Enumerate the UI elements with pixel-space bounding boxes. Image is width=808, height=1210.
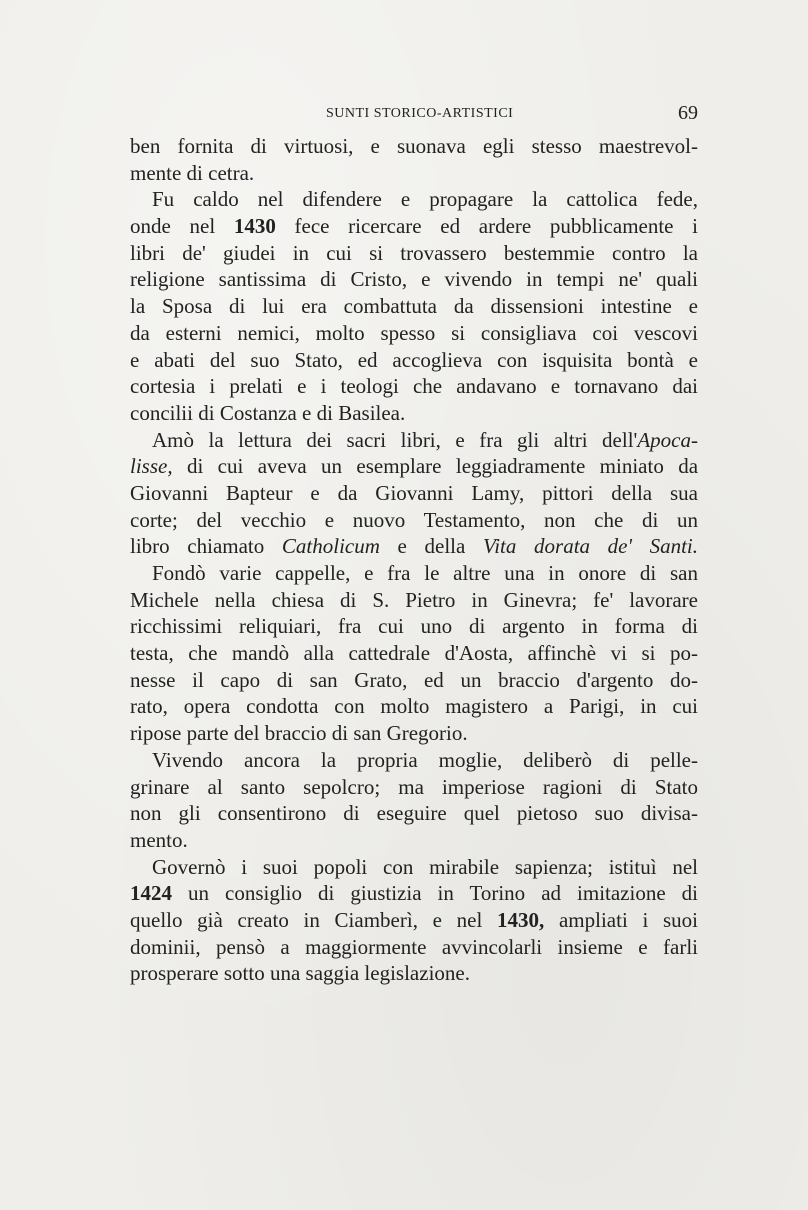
page-header	[130, 104, 698, 128]
text-line: ricchissimi reliquiari, fra cui uno di argento in forma di	[130, 614, 698, 639]
text-line: libri de' giudei in cui si trovassero bestemmie contro la	[130, 240, 698, 265]
text-line: prosperare sotto una saggia legislazione.	[130, 961, 470, 986]
text-line: da esterni nemici, molto spesso si consigliava coi vescovi	[130, 320, 698, 345]
text-line: Governò i suoi popoli con mirabile sapienza; istituì nel	[152, 854, 698, 879]
text-line: nesse il capo di san Grato, ed un braccio d'argento do-	[130, 667, 698, 692]
running-title: SUNTI STORICO-ARTISTICI	[326, 106, 514, 121]
italic-title: lisse,	[130, 454, 173, 479]
italic-title: Apoca-	[637, 427, 698, 452]
year-1430: 1430	[233, 214, 276, 239]
text-line: lisse, di cui aveva un esemplare leggiadramente miniato da	[130, 454, 699, 479]
text-line: dominii, pensò a maggiormente avvincolarli insieme e farli	[130, 934, 698, 959]
text-line: mente di cetra.	[130, 160, 255, 185]
text-line: 1424 un consiglio di giustizia in Torino ad imitazione di	[130, 881, 699, 906]
text-line: mento.	[130, 827, 188, 852]
text-line: Michele nella chiesa di S. Pietro in Ginevra; fe' lavorare	[130, 587, 698, 612]
text-line: testa, che mandò alla cattedrale d'Aosta, affinchè vi si po-	[130, 641, 698, 666]
text-line: ben fornita di virtuosi, e suonava egli stesso maestrevol-	[130, 134, 698, 158]
text-line: non gli consentirono di eseguire quel pietoso suo divisa-	[130, 801, 698, 826]
text-line: Fondò varie cappelle, e fra le altre una in onore di san	[152, 561, 698, 585]
text-line: Giovanni Bapteur e da Giovanni Lamy, pittori della sua	[130, 480, 698, 505]
body-text	[130, 133, 698, 987]
text-line: Fu caldo nel difendere e propagare la cattolica fede,	[152, 187, 698, 212]
year-1424: 1424	[130, 881, 172, 906]
text-line: Amò la lettura dei sacri libri, e fra gli altri dell'Apoca-	[152, 427, 698, 452]
year-1430: 1430,	[497, 907, 545, 932]
text-line: grinare al santo sepolcro; ma imperiose ragioni di Stato	[130, 774, 698, 799]
text-line: corte; del vecchio e nuovo Testamento, non che di un	[130, 507, 698, 532]
italic-title: Vita dorata de' Santi.	[482, 534, 699, 559]
text-line: la Sposa di lui era combattuta da dissensioni intestine e	[130, 294, 698, 319]
italic-title: Catholicum	[281, 534, 380, 559]
text-line: quello già creato in Ciamberì, e nel 1430, ampliati i suoi	[130, 907, 699, 932]
text-line: concilii di Costanza e di Basilea.	[130, 400, 406, 425]
text-line: rato, opera condotta con molto magistero a Parigi, in cui	[130, 694, 698, 719]
text-line: libro chiamato Catholicum e della Vita dorata de' Santi.	[130, 534, 699, 559]
text-line: cortesia i prelati e i teologi che andavano e tornavano dai	[130, 374, 698, 399]
text-line: onde nel 1430 fece ricercare ed ardere pubblicamente i	[130, 214, 699, 239]
page-number: 69	[678, 102, 698, 124]
text-line: e abati del suo Stato, ed accoglieva con isquisita bontà e	[130, 347, 698, 372]
text-line: religione santissima di Cristo, e vivendo in tempi ne' quali	[130, 267, 698, 292]
text-line: ripose parte del braccio di san Gregorio.	[130, 721, 468, 746]
text-line: Vivendo ancora la propria moglie, deliberò di pelle-	[152, 747, 698, 772]
